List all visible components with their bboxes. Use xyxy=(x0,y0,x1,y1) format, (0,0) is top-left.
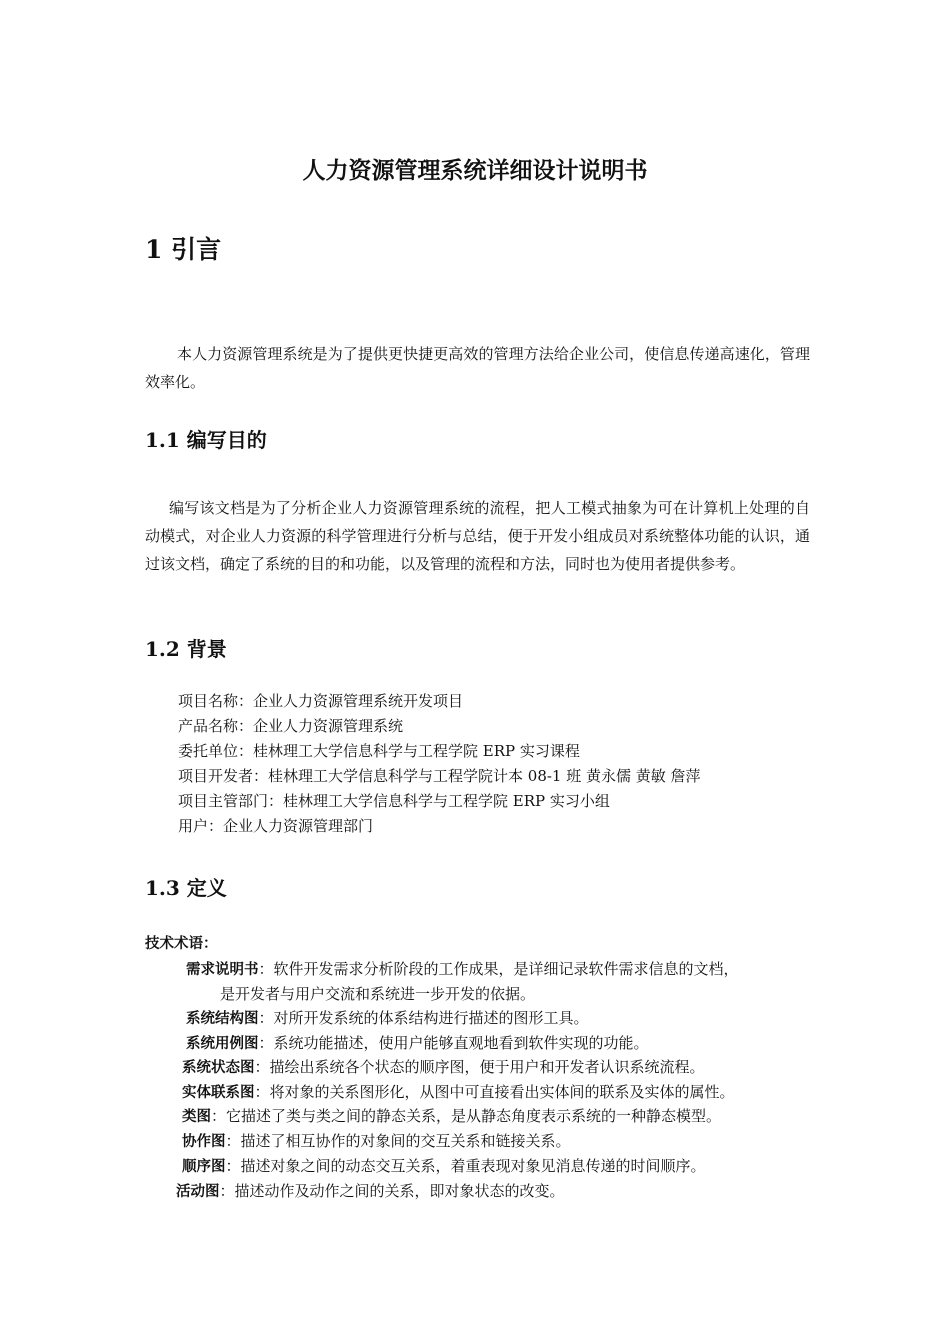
term-name: 顺序图 xyxy=(182,1159,226,1175)
term-entry xyxy=(186,1031,649,1056)
term-definition: ：它描述了类与类之间的静态关系，是从静态角度表示系统的一种静态模型。 xyxy=(211,1107,722,1125)
background-item: 项目主管部门：桂林理工大学信息科学与工程学院 ERP 实习小组 xyxy=(178,792,610,810)
term-name: 类图 xyxy=(182,1109,211,1125)
term-name: 系统状态图 xyxy=(182,1060,255,1076)
term-entry xyxy=(176,1179,565,1204)
section-1-heading: 1 引言 xyxy=(145,235,222,264)
term-definition: ：将对象的关系图形化，从图中可直接看出实体间的联系及实体的属性。 xyxy=(254,1083,735,1101)
background-item: 项目开发者：桂林理工大学信息科学与工程学院计本 08-1 班 黄永儒 黄敏 詹萍 xyxy=(178,767,701,785)
term-definition: ：软件开发需求分析阶段的工作成果，是详细记录软件需求信息的文档， xyxy=(258,960,739,978)
term-entry xyxy=(182,1080,735,1105)
background-item: 委托单位：桂林理工大学信息科学与工程学院 ERP 实习课程 xyxy=(178,742,580,760)
term-name: 活动图 xyxy=(176,1184,220,1200)
term-entry xyxy=(186,1006,589,1031)
section-1-1-paragraph: 编写该文档是为了分析企业人力资源管理系统的流程，把人工模式抽象为可在计算机上处理的自动模式，对企业人力资源的科学管理进行分析与总结，便于开发小组成员对系统整体功能的认识，通过该文档，确定了系统的目的和功能，以及管理的流程和方法，同时也为使用者提供参考。 xyxy=(145,499,810,573)
term-entry xyxy=(186,957,739,982)
term-entry xyxy=(182,1104,721,1129)
term-entry xyxy=(182,1055,705,1080)
term-definition: ：描述对象之间的动态交互关系，着重表现对象见消息传递的时间顺序。 xyxy=(225,1157,706,1175)
term-definition: ：描述动作及动作之间的关系，即对象状态的改变。 xyxy=(219,1182,565,1200)
background-item: 项目名称：企业人力资源管理系统开发项目 xyxy=(178,692,464,710)
term-definition: ：描述了相互协作的对象间的交互关系和链接关系。 xyxy=(225,1132,571,1150)
term-definition: ：对所开发系统的体系结构进行描述的图形工具。 xyxy=(258,1009,589,1027)
terms-label: 技术术语： xyxy=(145,936,218,952)
section-1-paragraph: 本人力资源管理系统是为了提供更快捷更高效的管理方法给企业公司，使信息传递高速化，管理效率化。 xyxy=(145,345,810,391)
term-definition: ：描绘出系统各个状态的顺序图，便于用户和开发者认识系统流程。 xyxy=(254,1058,705,1076)
term-entry xyxy=(182,1154,706,1179)
term-name: 系统结构图 xyxy=(186,1011,259,1027)
term-name: 协作图 xyxy=(182,1134,226,1150)
term-name: 需求说明书 xyxy=(186,962,259,978)
term-entry xyxy=(182,1129,571,1154)
section-1-3-heading: 1.3 定义 xyxy=(145,876,227,900)
section-1-2-heading: 1.2 背景 xyxy=(145,637,227,661)
term-name: 系统用例图 xyxy=(186,1036,259,1052)
term-definition: ：系统功能描述，使用户能够直观地看到软件实现的功能。 xyxy=(258,1034,649,1052)
section-1-1-heading: 1.1 编写目的 xyxy=(145,428,267,452)
term-name: 实体联系图 xyxy=(182,1085,255,1101)
term-definition-continued: 是开发者与用户交流和系统进一步开发的依据。 xyxy=(220,985,536,1003)
background-item: 用户：企业人力资源管理部门 xyxy=(178,817,374,835)
background-item: 产品名称：企业人力资源管理系统 xyxy=(178,717,404,735)
document-title: 人力资源管理系统详细设计说明书 xyxy=(302,158,648,184)
